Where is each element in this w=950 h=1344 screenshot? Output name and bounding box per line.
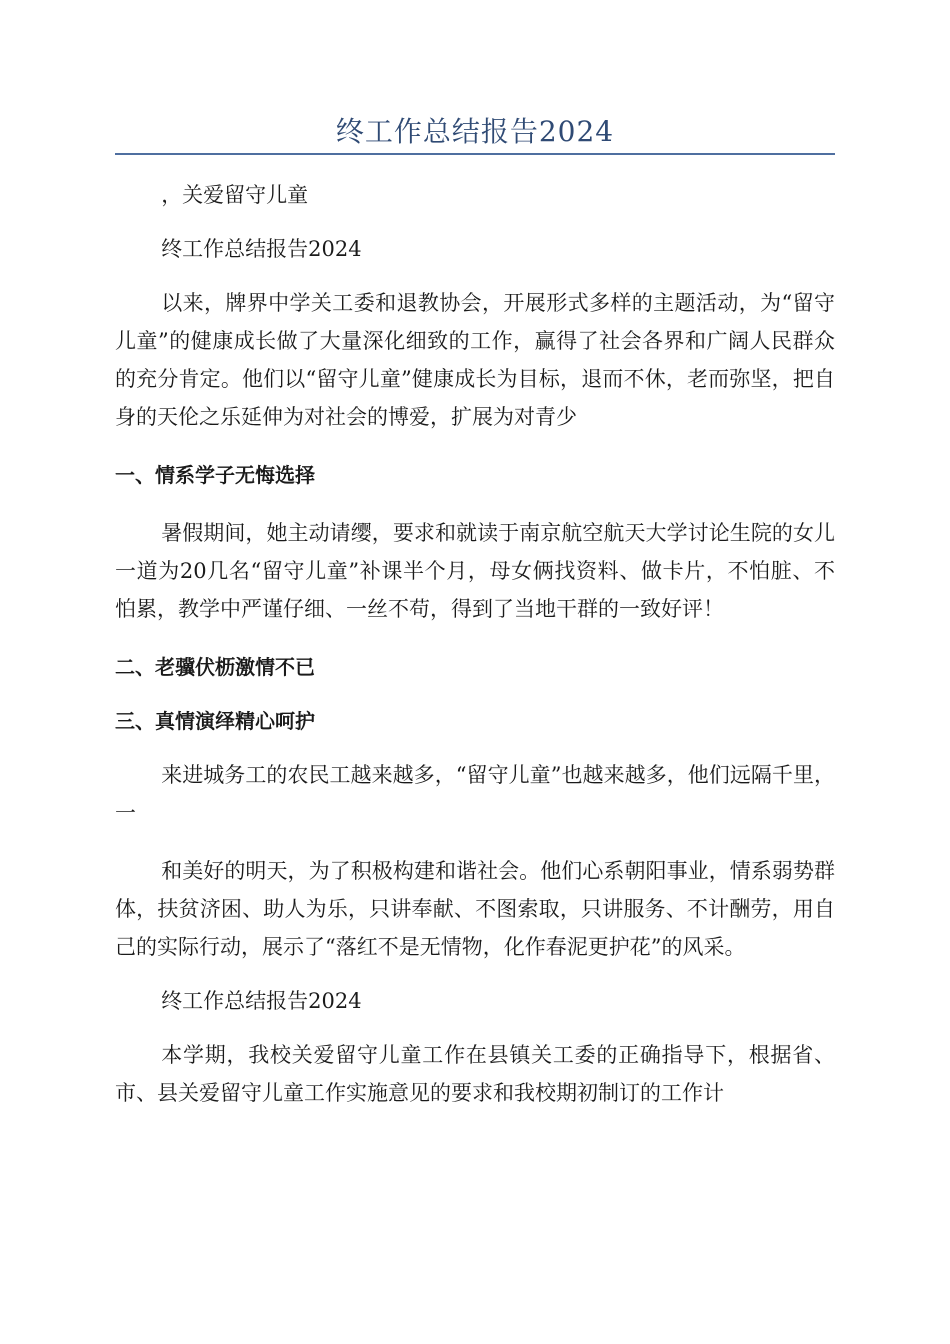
- title-underline: [115, 153, 835, 155]
- paragraph-subtitle: 终工作总结报告2024: [161, 989, 362, 1013]
- paragraph-body: 本学期，我校关爱留守儿童工作在县镇关工委的正确指导下，根据省、市、县关爱留守儿童工作实施意见的要求和我校期初制订的工作计: [115, 1043, 835, 1105]
- document-title: 终工作总结报告2024: [335, 115, 615, 148]
- paragraph-subtitle: 终工作总结报告2024: [161, 237, 362, 261]
- document-body: [115, 176, 835, 1112]
- paragraph-body: 暑假期间，她主动请缨，要求和就读于南京航空航天大学讨论生院的女儿一道为20几名“留守儿童”补课半个月，母女俩找资料、做卡片，不怕脏、不怕累，教学中严谨仔细、一丝不苟，得到了当地干群的一致好评！: [115, 521, 835, 621]
- paragraph-body: 以来，牌界中学关工委和退教协会，开展形式多样的主题活动，为“留守儿童”的健康成长做了大量深化细致的工作，赢得了社会各界和广阔人民群众的充分肯定。他们以“留守儿童”健康成长为目标，退而不休，老而弥坚，把自身的天伦之乐延伸为对社会的博爱，扩展为对青少: [115, 291, 835, 429]
- section-heading-3: 三、真情演绎精心呵护: [115, 709, 315, 733]
- section-heading-2: 二、老骥伏枥激情不已: [115, 655, 315, 679]
- paragraph-body: 来进城务工的农民工越来越多，“留守儿童”也越来越多，他们远隔千里，一: [115, 763, 835, 825]
- paragraph-intro-fragment: ，关爱留守儿童: [161, 183, 309, 207]
- section-heading-1: 一、情系学子无悔选择: [115, 463, 315, 487]
- paragraph-body: 和美好的明天，为了积极构建和谐社会。他们心系朝阳事业，情系弱势群体，扶贫济困、助人为乐，只讲奉献、不图索取，只讲服务、不计酬劳，用自己的实际行动，展示了“落红不是无情物，化作春泥更护花”的风采。: [115, 859, 835, 959]
